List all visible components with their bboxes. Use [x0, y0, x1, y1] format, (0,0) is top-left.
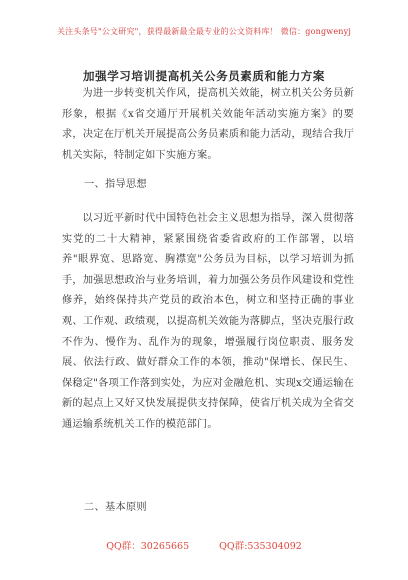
- section-heading-basic-principles: 二、基本原则: [84, 502, 147, 513]
- footer-qq-group-2: QQ群:535304092: [219, 541, 302, 552]
- footer-contacts: [0, 538, 408, 552]
- guiding-ideology-paragraph: 以习近平新时代中国特色社会主义思想为指导，深入贯彻落实党的二十大精神，紧紧围绕省委省政府的工作部署，以培养"眼界宽、思路宽、胸襟宽"公务员为目标，以学习培训为抓手，加强思想政治与业务培训，着力加强公务员作风建设和党性修养，始终保持共产党员的政治本色，树立和坚持正确的事业观、工作观、政绩观，以提高机关效能为落脚点，坚决克服行政不作为、慢作为、乱作为的现象，增强履行岗位职责、服务发展、依法行政、做好群众工作的本领，推动"保增长、保民生、保稳定"各项工作落到实处，为应对金融危机、实现x交通运输在新的起点上又好又快发展提供支持保障，使省厅机关成为全省交通运输系统机关工作的模范部门。: [62, 213, 354, 430]
- intro-paragraph: 为进一步转变机关作风，提高机关效能，树立机关公务员新形象，根据《x省交通厅开展机关效能年活动实施方案》的要求，决定在厅机关开展提高公务员素质和能力活动，现结合我厅机关实际，特制定如下实施方案。: [62, 88, 354, 161]
- section-heading-guiding-ideology: 一、指导思想: [84, 179, 147, 190]
- document-title: 加强学习培训提高机关公务员素质和能力方案: [83, 69, 325, 83]
- footer-qq-group-1: QQ群：30265665: [106, 541, 190, 552]
- top-banner: 关注头条号"公文研究"，获得最新最全最专业的公文资料库！ 微信：gongwenyj: [56, 27, 352, 36]
